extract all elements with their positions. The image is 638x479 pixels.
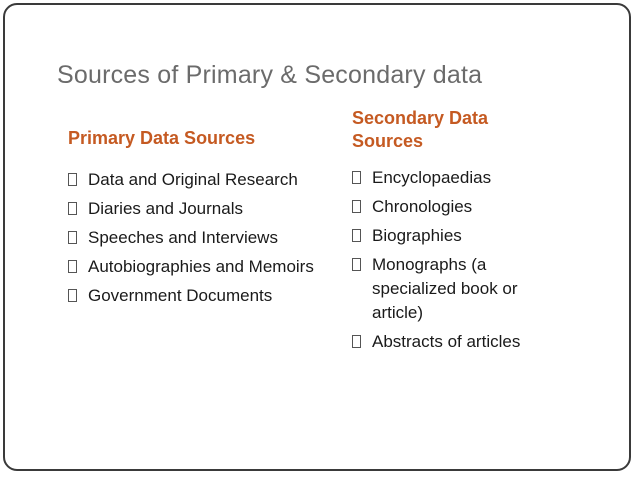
primary-sources-heading: Primary Data Sources	[68, 128, 256, 148]
secondary-source-text: Monographs (a specialized book or article)	[372, 255, 518, 322]
bullet-box-icon	[68, 289, 77, 302]
bullet-box-icon	[68, 231, 77, 244]
primary-source-item	[68, 255, 328, 279]
primary-source-text: Autobiographies and Memoirs	[88, 257, 314, 276]
primary-source-item	[68, 168, 328, 192]
slide-title: Sources of Primary & Secondary data	[57, 61, 483, 89]
primary-source-item	[68, 284, 328, 308]
primary-source-text: Diaries and Journals	[88, 199, 243, 218]
secondary-source-text: Biographies	[372, 226, 462, 245]
primary-source-text: Data and Original Research	[88, 170, 298, 189]
secondary-source-item	[352, 330, 562, 354]
bullet-box-icon	[68, 260, 77, 273]
secondary-source-item	[352, 224, 562, 248]
secondary-sources-heading: Secondary Data Sources	[352, 108, 489, 151]
secondary-source-item	[352, 166, 562, 190]
secondary-source-text: Abstracts of articles	[372, 332, 521, 351]
bullet-box-icon	[68, 202, 77, 215]
bullet-box-icon	[352, 335, 361, 348]
secondary-source-text: Encyclopaedias	[372, 168, 492, 187]
primary-source-item	[68, 197, 328, 221]
bullet-box-icon	[352, 258, 361, 271]
primary-source-text: Speeches and Interviews	[88, 228, 278, 247]
bullet-box-icon	[352, 229, 361, 242]
primary-source-text: Government Documents	[88, 286, 273, 305]
secondary-sources-list	[352, 166, 562, 359]
secondary-source-text: Chronologies	[372, 197, 473, 216]
secondary-source-item	[352, 253, 562, 325]
primary-source-item	[68, 226, 328, 250]
primary-sources-list	[68, 168, 328, 313]
bullet-box-icon	[352, 171, 361, 184]
secondary-source-item	[352, 195, 562, 219]
bullet-box-icon	[68, 173, 77, 186]
bullet-box-icon	[352, 200, 361, 213]
